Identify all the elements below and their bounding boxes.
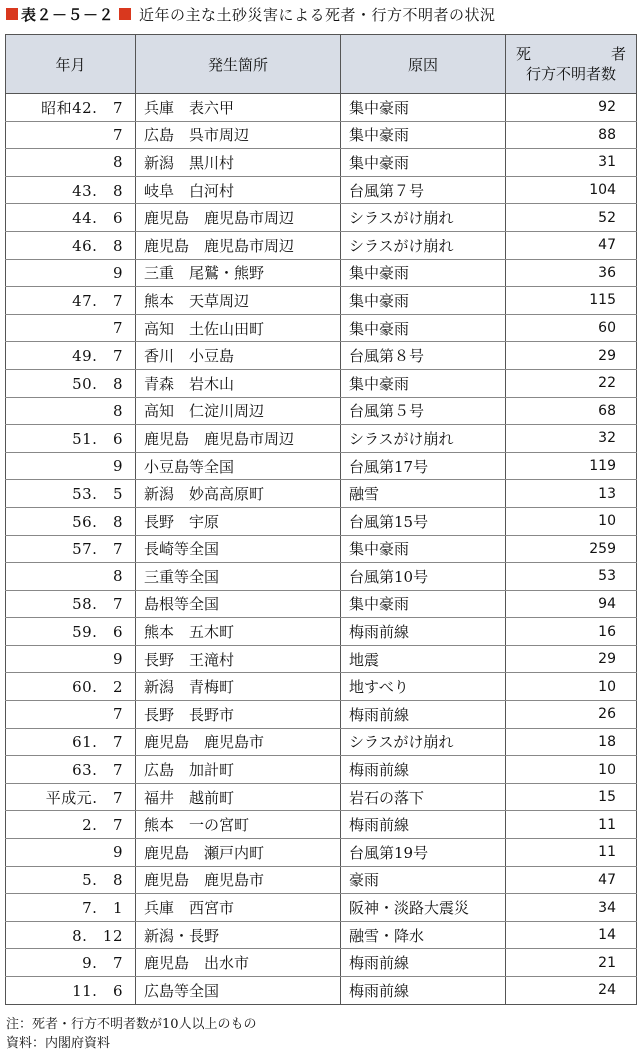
- cell-place: 鹿児島 鹿児島市: [136, 728, 341, 756]
- table-row: [6, 452, 637, 480]
- cell-year-month: 8: [6, 397, 136, 425]
- cell-place: 香川 小豆島: [136, 342, 341, 370]
- table-row: [6, 425, 637, 453]
- cell-place: 長崎等全国: [136, 535, 341, 563]
- cell-cause: 融雪: [341, 480, 506, 508]
- table-row: [6, 839, 637, 867]
- cell-count: 14: [506, 921, 637, 949]
- title-marker-icon: [6, 8, 18, 20]
- cell-place: 長野 宇原: [136, 507, 341, 535]
- cell-place: 兵庫 西宮市: [136, 894, 341, 922]
- cell-year-month: 9: [6, 259, 136, 287]
- cell-year-month: 49. 7: [6, 342, 136, 370]
- cell-cause: 集中豪雨: [341, 287, 506, 315]
- cell-place: 島根等全国: [136, 590, 341, 618]
- cell-cause: シラスがけ崩れ: [341, 204, 506, 232]
- cell-cause: 台風第10号: [341, 563, 506, 591]
- cell-count: 11: [506, 839, 637, 867]
- table-row: [6, 121, 637, 149]
- cell-cause: 梅雨前線: [341, 811, 506, 839]
- cell-count: 68: [506, 397, 637, 425]
- cell-place: 兵庫 表六甲: [136, 94, 341, 122]
- cell-year-month: 9: [6, 645, 136, 673]
- cell-year-month: 59. 6: [6, 618, 136, 646]
- cell-cause: 集中豪雨: [341, 590, 506, 618]
- cell-count: 18: [506, 728, 637, 756]
- cell-place: 長野 王滝村: [136, 645, 341, 673]
- cell-cause: 台風第19号: [341, 839, 506, 867]
- cell-count: 21: [506, 949, 637, 977]
- title-marker-icon: [119, 8, 131, 20]
- cell-cause: シラスがけ崩れ: [341, 425, 506, 453]
- cell-cause: 台風第８号: [341, 342, 506, 370]
- cell-count: 36: [506, 259, 637, 287]
- cell-year-month: 5. 8: [6, 866, 136, 894]
- cell-count: 94: [506, 590, 637, 618]
- cell-place: 三重 尾鷲・熊野: [136, 259, 341, 287]
- source-text: 資料：内閣府資料: [6, 1036, 111, 1051]
- table-row: [6, 507, 637, 535]
- cell-cause: 集中豪雨: [341, 535, 506, 563]
- table-row: [6, 397, 637, 425]
- table-row: [6, 728, 637, 756]
- table-row: [6, 94, 637, 122]
- cell-count: 47: [506, 231, 637, 259]
- cell-year-month: 63. 7: [6, 756, 136, 784]
- cell-cause: 集中豪雨: [341, 121, 506, 149]
- cell-cause: 集中豪雨: [341, 259, 506, 287]
- cell-place: 広島 加計町: [136, 756, 341, 784]
- table-row: [6, 259, 637, 287]
- table-row: [6, 149, 637, 177]
- cell-place: 小豆島等全国: [136, 452, 341, 480]
- cell-place: 広島等全国: [136, 977, 341, 1005]
- table-row: [6, 204, 637, 232]
- table-row: [6, 535, 637, 563]
- cell-count: 104: [506, 176, 637, 204]
- cell-count: 119: [506, 452, 637, 480]
- table-row: [6, 756, 637, 784]
- cell-count: 13: [506, 480, 637, 508]
- cell-place: 岐阜 白河村: [136, 176, 341, 204]
- cell-cause: シラスがけ崩れ: [341, 728, 506, 756]
- cell-place: 新潟 青梅町: [136, 673, 341, 701]
- cell-cause: 梅雨前線: [341, 949, 506, 977]
- cell-count: 32: [506, 425, 637, 453]
- cell-count: 10: [506, 756, 637, 784]
- cell-place: 鹿児島 鹿児島市: [136, 866, 341, 894]
- table-caption: 近年の主な土砂災害による死者・行方不明者の状況: [139, 5, 496, 24]
- cell-place: 長野 長野市: [136, 701, 341, 729]
- cell-cause: 岩石の落下: [341, 783, 506, 811]
- cell-cause: 梅雨前線: [341, 977, 506, 1005]
- cell-place: 新潟・長野: [136, 921, 341, 949]
- cell-cause: 地震: [341, 645, 506, 673]
- table-row: [6, 231, 637, 259]
- cell-year-month: 7: [6, 121, 136, 149]
- disaster-table: [5, 34, 637, 1005]
- cell-year-month: 53. 5: [6, 480, 136, 508]
- cell-count: 31: [506, 149, 637, 177]
- cell-place: 新潟 妙高高原町: [136, 480, 341, 508]
- cell-year-month: 44. 6: [6, 204, 136, 232]
- cell-cause: 地すべり: [341, 673, 506, 701]
- cell-count: 259: [506, 535, 637, 563]
- cell-place: 三重等全国: [136, 563, 341, 591]
- table-row: [6, 342, 637, 370]
- cell-place: 新潟 黒川村: [136, 149, 341, 177]
- cell-cause: 梅雨前線: [341, 756, 506, 784]
- header-cause: 原因: [341, 35, 506, 94]
- cell-cause: 集中豪雨: [341, 149, 506, 177]
- cell-year-month: 7: [6, 314, 136, 342]
- table-row: [6, 921, 637, 949]
- note-text: 注：死者・行方不明者数が10人以上のもの: [6, 1017, 257, 1032]
- cell-place: 鹿児島 瀬戸内町: [136, 839, 341, 867]
- cell-cause: 梅雨前線: [341, 618, 506, 646]
- table-row: [6, 811, 637, 839]
- table-row: [6, 673, 637, 701]
- cell-count: 24: [506, 977, 637, 1005]
- header-place: 発生箇所: [136, 35, 341, 94]
- cell-cause: 集中豪雨: [341, 314, 506, 342]
- table-row: [6, 480, 637, 508]
- cell-cause: 台風第５号: [341, 397, 506, 425]
- cell-cause: 梅雨前線: [341, 701, 506, 729]
- cell-cause: 阪神・淡路大震災: [341, 894, 506, 922]
- cell-year-month: 9: [6, 839, 136, 867]
- cell-cause: 台風第15号: [341, 507, 506, 535]
- table-row: [6, 563, 637, 591]
- table-row: [6, 701, 637, 729]
- table-row: [6, 590, 637, 618]
- cell-count: 92: [506, 94, 637, 122]
- table-row: [6, 783, 637, 811]
- cell-place: 高知 土佐山田町: [136, 314, 341, 342]
- cell-place: 鹿児島 鹿児島市周辺: [136, 204, 341, 232]
- cell-year-month: 8: [6, 563, 136, 591]
- cell-count: 16: [506, 618, 637, 646]
- cell-count: 11: [506, 811, 637, 839]
- table-number: 表２－５－２: [21, 5, 115, 24]
- cell-year-month: 58. 7: [6, 590, 136, 618]
- table-row: [6, 866, 637, 894]
- cell-year-month: 46. 8: [6, 231, 136, 259]
- cell-year-month: 43. 8: [6, 176, 136, 204]
- cell-count: 10: [506, 673, 637, 701]
- cell-count: 22: [506, 369, 637, 397]
- cell-count: 29: [506, 645, 637, 673]
- table-row: [6, 369, 637, 397]
- table-header-row: [6, 35, 637, 94]
- cell-place: 鹿児島 鹿児島市周辺: [136, 231, 341, 259]
- cell-count: 29: [506, 342, 637, 370]
- cell-year-month: 2. 7: [6, 811, 136, 839]
- cell-year-month: 昭和42. 7: [6, 94, 136, 122]
- cell-count: 60: [506, 314, 637, 342]
- cell-year-month: 57. 7: [6, 535, 136, 563]
- cell-cause: 台風第17号: [341, 452, 506, 480]
- table-row: [6, 176, 637, 204]
- cell-place: 熊本 天草周辺: [136, 287, 341, 315]
- cell-cause: 豪雨: [341, 866, 506, 894]
- cell-year-month: 7. 1: [6, 894, 136, 922]
- cell-year-month: 56. 8: [6, 507, 136, 535]
- cell-year-month: 11. 6: [6, 977, 136, 1005]
- cell-count: 34: [506, 894, 637, 922]
- cell-year-month: 9: [6, 452, 136, 480]
- table-row: [6, 314, 637, 342]
- table-row: [6, 618, 637, 646]
- cell-year-month: 8. 12: [6, 921, 136, 949]
- cell-count: 88: [506, 121, 637, 149]
- cell-year-month: 61. 7: [6, 728, 136, 756]
- header-count: 死 者 行方不明者数: [506, 35, 637, 94]
- table-row: [6, 287, 637, 315]
- cell-count: 47: [506, 866, 637, 894]
- cell-place: 福井 越前町: [136, 783, 341, 811]
- cell-year-month: 8: [6, 149, 136, 177]
- cell-year-month: 50. 8: [6, 369, 136, 397]
- cell-cause: シラスがけ崩れ: [341, 231, 506, 259]
- cell-count: 15: [506, 783, 637, 811]
- cell-year-month: 平成元. 7: [6, 783, 136, 811]
- table-row: [6, 977, 637, 1005]
- cell-count: 115: [506, 287, 637, 315]
- cell-cause: 融雪・降水: [341, 921, 506, 949]
- cell-place: 青森 岩木山: [136, 369, 341, 397]
- cell-place: 鹿児島 鹿児島市周辺: [136, 425, 341, 453]
- cell-cause: 台風第７号: [341, 176, 506, 204]
- cell-year-month: 9. 7: [6, 949, 136, 977]
- cell-count: 10: [506, 507, 637, 535]
- cell-place: 熊本 一の宮町: [136, 811, 341, 839]
- table-title: [6, 3, 496, 25]
- cell-year-month: 51. 6: [6, 425, 136, 453]
- cell-year-month: 7: [6, 701, 136, 729]
- header-year-month: 年月: [6, 35, 136, 94]
- cell-place: 広島 呉市周辺: [136, 121, 341, 149]
- cell-year-month: 60. 2: [6, 673, 136, 701]
- cell-place: 熊本 五木町: [136, 618, 341, 646]
- cell-cause: 集中豪雨: [341, 94, 506, 122]
- table-row: [6, 645, 637, 673]
- cell-count: 53: [506, 563, 637, 591]
- cell-cause: 集中豪雨: [341, 369, 506, 397]
- table-row: [6, 894, 637, 922]
- cell-place: 高知 仁淀川周辺: [136, 397, 341, 425]
- cell-count: 52: [506, 204, 637, 232]
- table-notes: [6, 1015, 257, 1053]
- cell-place: 鹿児島 出水市: [136, 949, 341, 977]
- table-row: [6, 949, 637, 977]
- cell-year-month: 47. 7: [6, 287, 136, 315]
- cell-count: 26: [506, 701, 637, 729]
